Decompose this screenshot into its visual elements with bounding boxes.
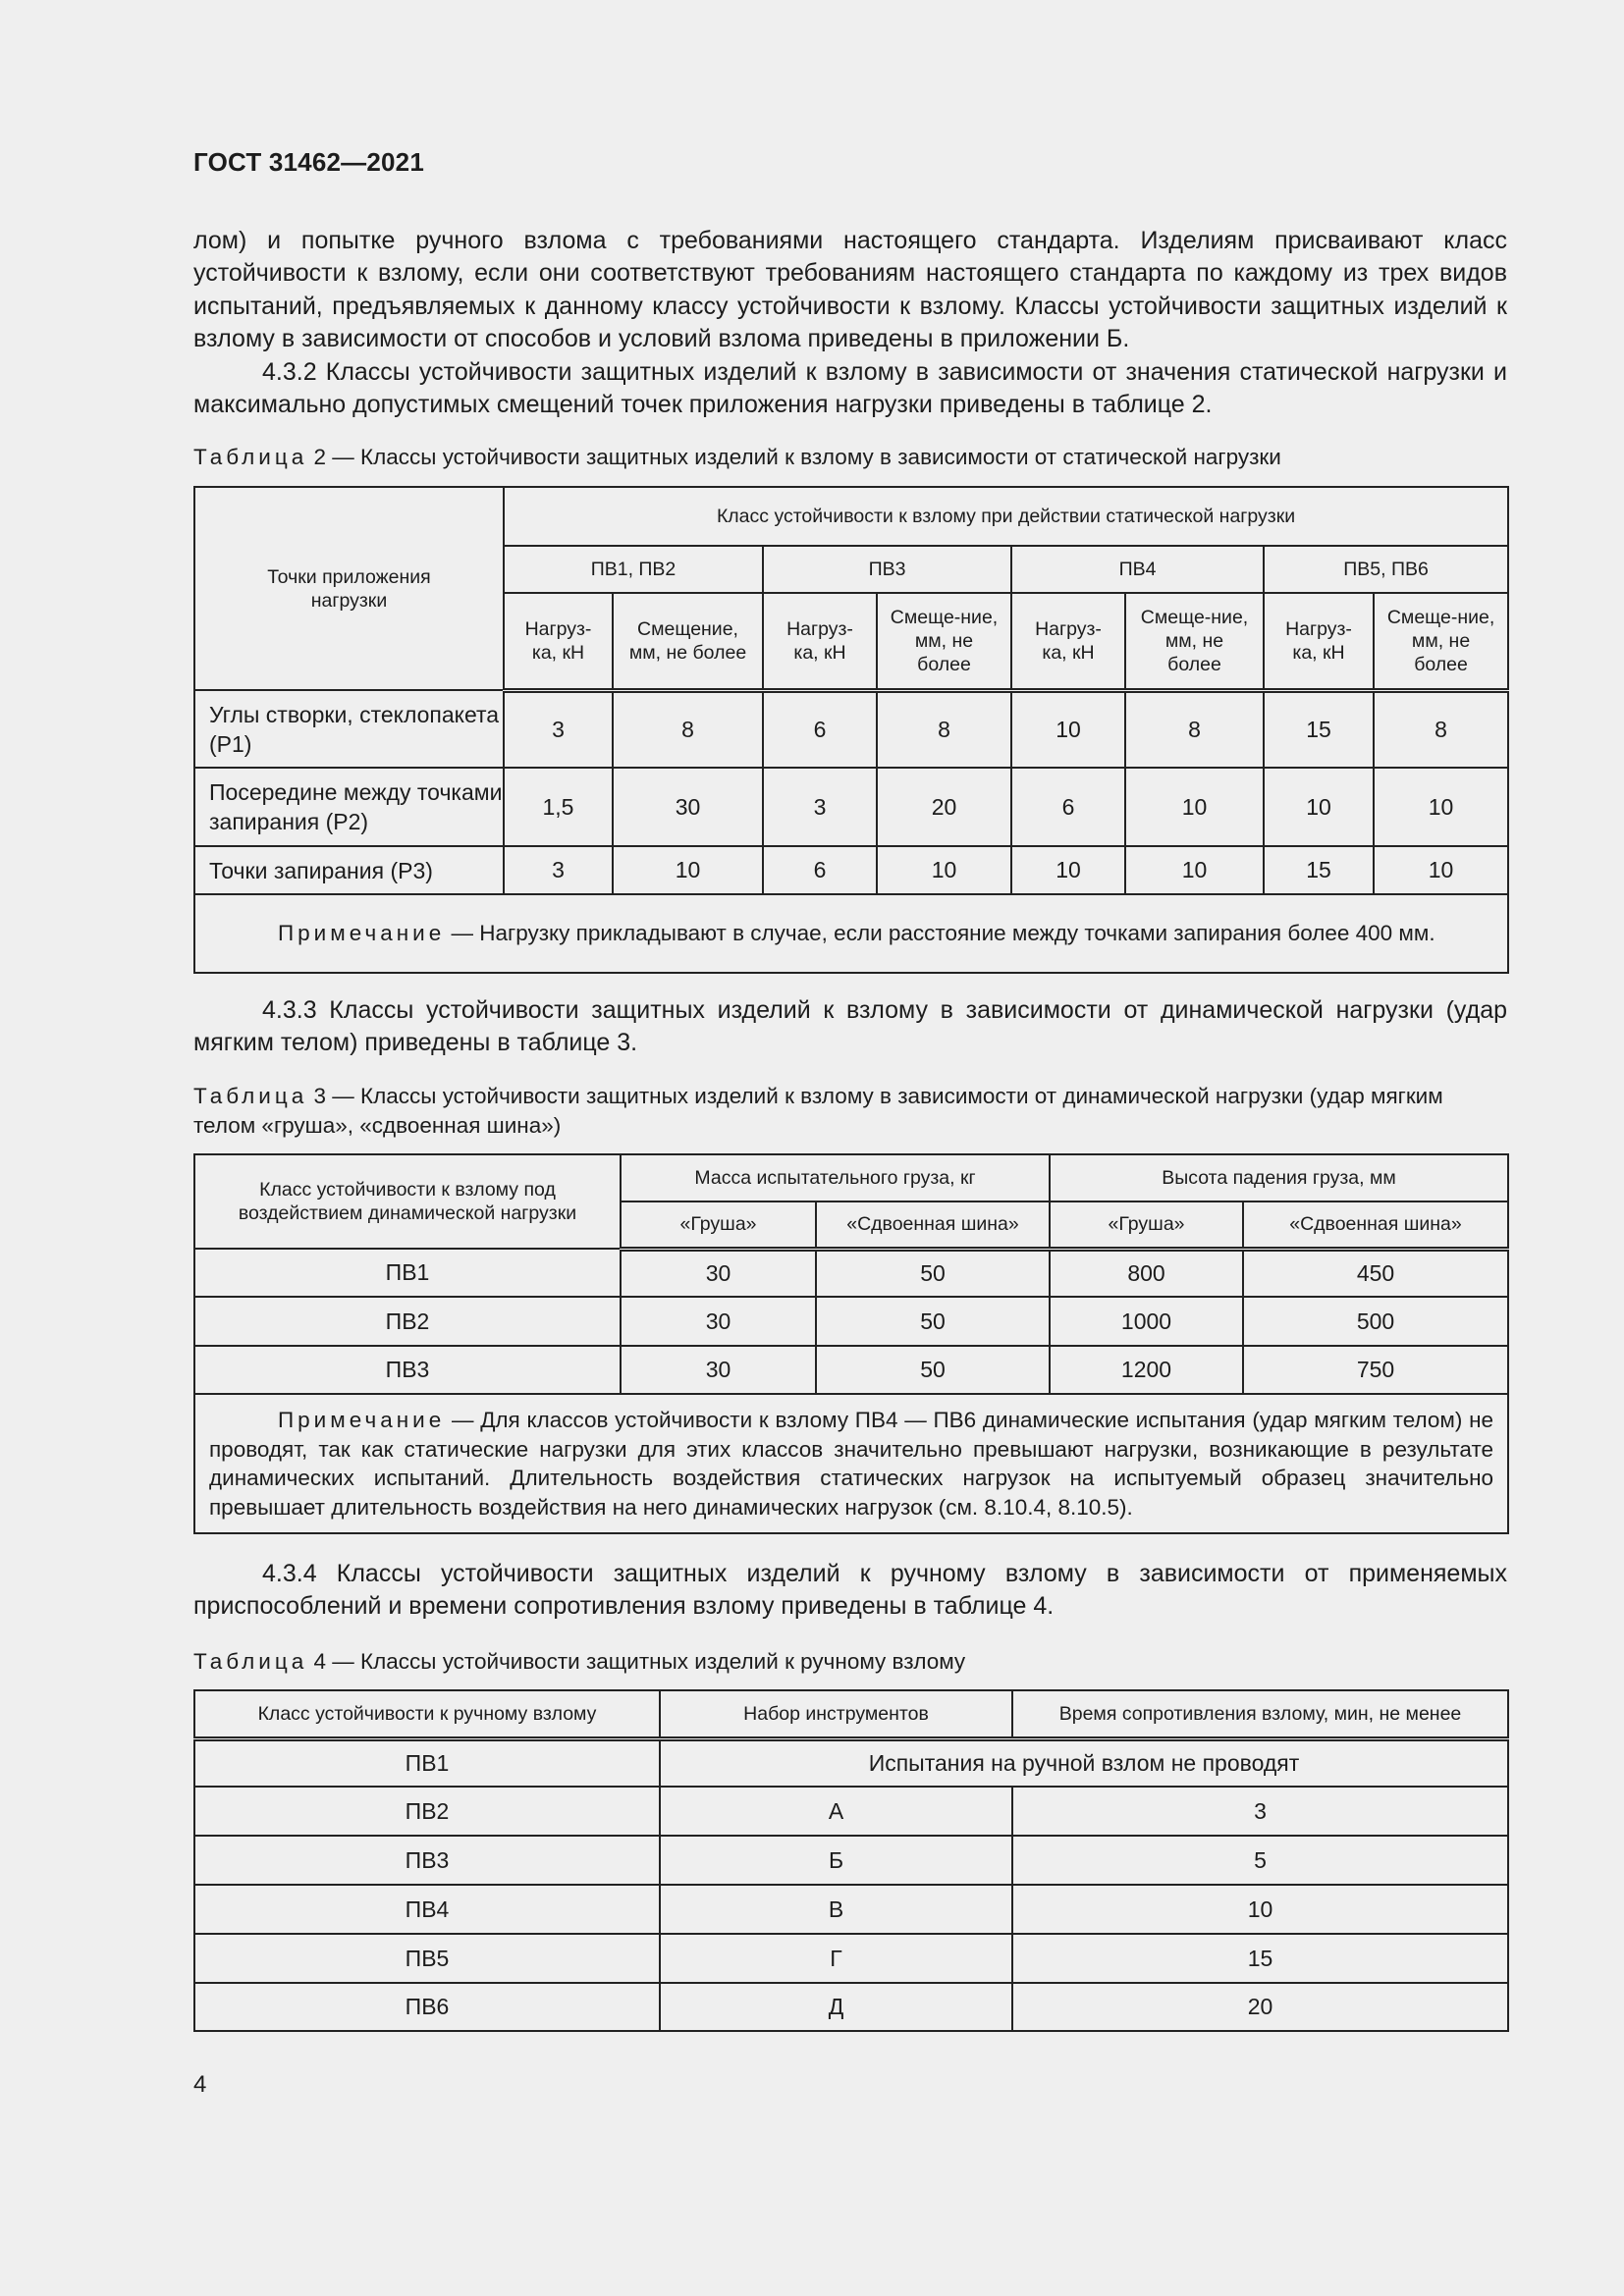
sub-header: «Сдвоенная шина» [1243, 1201, 1508, 1249]
paragraph-4-3-4 [193, 1558, 1507, 1624]
caption-label: Таблица [193, 1649, 308, 1674]
cell-value: 500 [1243, 1297, 1508, 1346]
table-row [194, 1836, 1508, 1885]
paragraph-continuation [193, 225, 1507, 356]
document-id-header: ГОСТ 31462—2021 [193, 147, 424, 177]
table-row [194, 1297, 1508, 1346]
table4-caption [193, 1647, 1509, 1677]
cell-value: 10 [1125, 846, 1264, 894]
mass-group-header: Масса испытательного груза, кг [621, 1154, 1050, 1201]
cell-value: 750 [1243, 1346, 1508, 1394]
header-cell: Время сопротивления взлому, мин, не менее [1012, 1690, 1508, 1738]
sub-header: «Сдвоенная шина» [816, 1201, 1050, 1249]
caption-text: 3 — Классы устойчивости защитных изделий к взлому в зависимости от динамической нагрузки (удар мягким телом «груша», «сдвоенная шина») [193, 1084, 1443, 1138]
row-label: Посередине между точками запирания (Р2) [194, 768, 504, 846]
caption-text: 4 — Классы устойчивости защитных изделий к ручному взлому [313, 1649, 966, 1674]
sub-header: Смеще-ние, мм, не более [1374, 593, 1508, 690]
table2-caption [193, 443, 1509, 472]
cell-value: 30 [621, 1297, 816, 1346]
class-cell: ПВ3 [194, 1836, 660, 1885]
cell-value: 50 [816, 1297, 1050, 1346]
cell-value: 15 [1264, 846, 1374, 894]
table3-caption [193, 1082, 1509, 1141]
time-cell: 20 [1012, 1983, 1508, 2031]
class-cell: ПВ3 [194, 1346, 621, 1394]
header-cell: Набор инструментов [660, 1690, 1012, 1738]
table-row [194, 1249, 1508, 1297]
paragraph-text: 4.3.3 Классы устойчивости защитных изделий к взлому в зависимости от динамической нагрузки (удар мягким телом) приведены в таблице 3. [193, 996, 1507, 1057]
cell-value: 8 [1374, 690, 1508, 768]
class-header: Класс устойчивости к взлому под воздействием динамической нагрузки [194, 1154, 621, 1249]
tools-cell: Б [660, 1836, 1012, 1885]
header-cell: Класс устойчивости к ручному взлому [194, 1690, 660, 1738]
tools-cell: Д [660, 1983, 1012, 2031]
cell-value: 6 [763, 690, 877, 768]
sub-header: «Груша» [621, 1201, 816, 1249]
class-cell: ПВ5 [194, 1934, 660, 1983]
cell-value: 1,5 [504, 768, 613, 846]
note-label: Примечание [278, 1408, 446, 1432]
paragraph-4-3-2 [193, 356, 1507, 422]
caption-text: 2 — Классы устойчивости защитных изделий к взлому в зависимости от статической нагрузки [313, 445, 1281, 469]
cell-value: 15 [1264, 690, 1374, 768]
table-row [194, 846, 1508, 894]
cell-value: 10 [613, 846, 763, 894]
row-label: Точки запирания (Р3) [194, 846, 504, 894]
cell-value: 6 [763, 846, 877, 894]
sub-header: Нагруз-ка, кН [1264, 593, 1374, 690]
merged-note-cell: Испытания на ручной взлом не проводят [660, 1738, 1508, 1787]
table3-note [194, 1394, 1508, 1533]
time-cell: 10 [1012, 1885, 1508, 1934]
sub-header: Смеще-ние, мм, не более [877, 593, 1011, 690]
cell-value: 30 [621, 1249, 816, 1297]
table-row [194, 1983, 1508, 2031]
cell-value: 1000 [1050, 1297, 1243, 1346]
cell-value: 3 [504, 690, 613, 768]
table-row [194, 1346, 1508, 1394]
cell-value: 10 [877, 846, 1011, 894]
cell-value: 8 [613, 690, 763, 768]
cell-value: 30 [613, 768, 763, 846]
cell-value: 10 [1011, 690, 1125, 768]
paragraph-text: лом) и попытке ручного взлома с требованиями настоящего стандарта. Изделиям присваивают класс устойчивости к взлому, если они соответствуют требованиям настоящего стандарта по каждому из трех видов испытаний, предъявляемых к данному классу устойчивости к взлому. Классы устойчивости защитных изделий к взлому в зависимости от способов и условий взлома приведены в приложении Б. [193, 227, 1507, 353]
table-row [194, 1787, 1508, 1836]
cell-value: 8 [877, 690, 1011, 768]
sub-header: Смеще-ние, мм, не более [1125, 593, 1264, 690]
table-row [194, 1738, 1508, 1787]
cell-value: 3 [763, 768, 877, 846]
caption-label: Таблица [193, 445, 308, 469]
height-group-header: Высота падения груза, мм [1050, 1154, 1508, 1201]
table-row [194, 768, 1508, 846]
cell-value: 10 [1264, 768, 1374, 846]
class-header: ПВ5, ПВ6 [1264, 546, 1508, 593]
table-4-manual-break-in [193, 1689, 1509, 2032]
cell-value: 10 [1374, 768, 1508, 846]
note-text: — Для классов устойчивости к взлому ПВ4 — ПВ6 динамические испытания (удар мягким телом) не проводят, так как статические нагрузки для этих классов значительно превышают нагрузки, возникающие в результате динамических испытаний. Длительность воздействия статических нагрузок на испытуемый образец значительно превышает длительность воздействия на него динамических нагрузок (см. 8.10.4, 8.10.5). [209, 1408, 1494, 1520]
paragraph-4-3-3 [193, 994, 1507, 1060]
note-text: — Нагрузку прикладывают в случае, если расстояние между точками запирания более 400 мм. [451, 921, 1435, 946]
time-cell: 5 [1012, 1836, 1508, 1885]
note-label: Примечание [278, 921, 446, 946]
table-3-dynamic-load [193, 1153, 1509, 1534]
tools-cell: Г [660, 1934, 1012, 1983]
cell-value: 800 [1050, 1249, 1243, 1297]
time-cell: 3 [1012, 1787, 1508, 1836]
time-cell: 15 [1012, 1934, 1508, 1983]
group-header-cell: Класс устойчивости к взлому при действии статической нагрузки [504, 487, 1508, 546]
cell-value: 450 [1243, 1249, 1508, 1297]
table-2-static-load [193, 486, 1509, 974]
row-header-cell: Точки приложения нагрузки [194, 487, 504, 690]
cell-value: 10 [1011, 846, 1125, 894]
row-label: Углы створки, стеклопакета (Р1) [194, 690, 504, 768]
table-row [194, 1934, 1508, 1983]
cell-value: 10 [1125, 768, 1264, 846]
class-cell: ПВ2 [194, 1297, 621, 1346]
tools-cell: В [660, 1885, 1012, 1934]
caption-label: Таблица [193, 1084, 308, 1108]
class-cell: ПВ1 [194, 1249, 621, 1297]
class-cell: ПВ4 [194, 1885, 660, 1934]
cell-value: 50 [816, 1249, 1050, 1297]
table-row [194, 1885, 1508, 1934]
table-row [194, 690, 1508, 768]
paragraph-text: 4.3.4 Классы устойчивости защитных изделий к ручному взлому в зависимости от применяемых приспособлений и времени сопротивления взлому приведены в таблице 4. [193, 1560, 1507, 1621]
class-header: ПВ1, ПВ2 [504, 546, 763, 593]
class-cell: ПВ1 [194, 1738, 660, 1787]
cell-value: 6 [1011, 768, 1125, 846]
cell-value: 50 [816, 1346, 1050, 1394]
cell-value: 10 [1374, 846, 1508, 894]
sub-header: Нагруз-ка, кН [1011, 593, 1125, 690]
sub-header: Нагруз-ка, кН [504, 593, 613, 690]
sub-header: Смещение, мм, не более [613, 593, 763, 690]
cell-value: 20 [877, 768, 1011, 846]
class-cell: ПВ6 [194, 1983, 660, 2031]
table2-note [194, 894, 1508, 973]
tools-cell: А [660, 1787, 1012, 1836]
cell-value: 1200 [1050, 1346, 1243, 1394]
paragraph-text: 4.3.2 Классы устойчивости защитных изделий к взлому в зависимости от значения статической нагрузки и максимально допустимых смещений точек приложения нагрузки приведены в таблице 2. [193, 358, 1507, 419]
cell-value: 8 [1125, 690, 1264, 768]
class-header: ПВ3 [763, 546, 1011, 593]
cell-value: 3 [504, 846, 613, 894]
cell-value: 30 [621, 1346, 816, 1394]
page-number: 4 [193, 2071, 207, 2098]
sub-header: «Груша» [1050, 1201, 1243, 1249]
class-header: ПВ4 [1011, 546, 1264, 593]
sub-header: Нагруз-ка, кН [763, 593, 877, 690]
class-cell: ПВ2 [194, 1787, 660, 1836]
